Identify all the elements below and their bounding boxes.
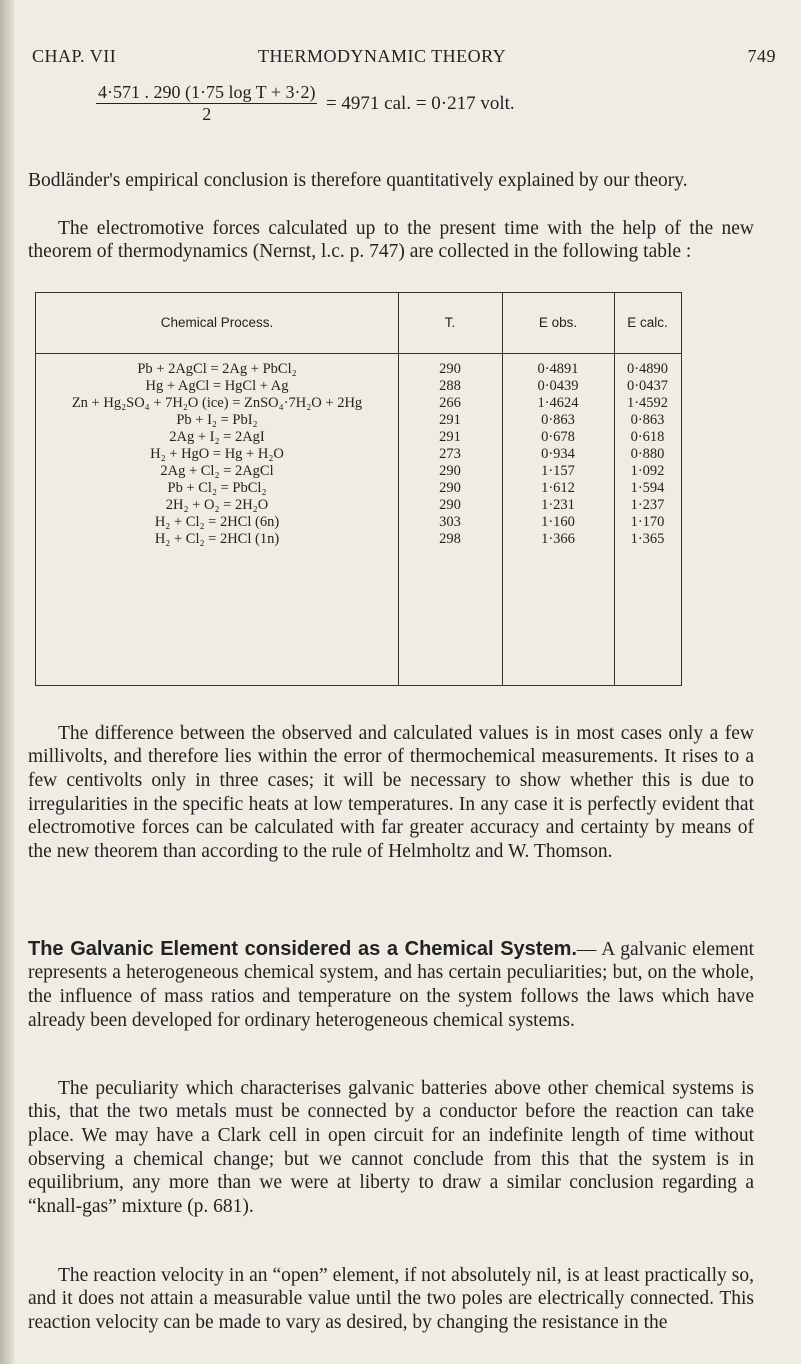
table-row [36, 446, 681, 463]
cell-temperature: 288 [439, 378, 461, 394]
cell-e-observed: 0·0439 [537, 378, 579, 394]
cell-e-calculated: 1·170 [630, 514, 665, 530]
cell-e-observed: 0·863 [541, 412, 575, 428]
cell-e-observed: 1·366 [541, 531, 575, 547]
paragraph-bodlander: Bodländer's empirical conclusion is therefore quantitatively explained by our theory. [28, 169, 688, 191]
cell-e-calculated: 1·365 [630, 531, 665, 547]
cell-e-calculated: 0·880 [630, 446, 665, 462]
table-row [36, 497, 681, 514]
cell-e-calculated: 0·618 [630, 429, 665, 445]
cell-process: 2Ag + Cl₂ = 2AgCl [160, 463, 274, 479]
running-title: THERMODYNAMIC THEORY [258, 46, 507, 66]
equation-result: = 4971 cal. = 0·217 volt. [325, 92, 515, 114]
cell-process: 2H₂ + O₂ = 2H₂O [165, 497, 269, 513]
cell-process: H₂ + HgO = Hg + H₂O [150, 446, 284, 462]
cell-e-calculated: 0·4890 [626, 361, 669, 377]
cell-e-observed: 0·678 [541, 429, 575, 445]
cell-process: Pb + 2AgCl = 2Ag + PbCl₂ [137, 361, 297, 377]
cell-e-observed: 1·157 [541, 463, 575, 479]
paragraph-table-intro: The electromotive forces calculated up to the present time with the help of the new theorem of thermodynamics (Nernst, l.c. p. 747) are collected in the following table : [28, 217, 754, 263]
cell-process: Pb + Cl₂ = PbCl₂ [167, 480, 267, 496]
table-row [36, 412, 681, 429]
cell-e-calculated: 1·4592 [626, 395, 669, 411]
cell-e-observed: 0·934 [541, 446, 575, 462]
cell-process: H₂ + Cl₂ = 2HCl (1n) [154, 531, 280, 547]
section-body: — A galvanic element represents a heterogeneous chemical system, and has certain peculiarities; but, on the whole, the influence of mass ratios and temperature on the system follows the laws which have already been developed for ordinary heterogeneous chemical systems. [28, 938, 754, 1031]
cell-temperature: 290 [439, 361, 461, 377]
header-chemical-process: Chemical Process. [160, 315, 274, 330]
cell-process: Zn + Hg₂SO₄ + 7H₂O (ice) = ZnSO₄·7H₂O + 2Hg [71, 395, 363, 411]
cell-e-observed: 1·160 [541, 514, 575, 530]
cell-process: Hg + AgCl = HgCl + Ag [145, 378, 289, 394]
table-row [36, 531, 681, 548]
cell-e-observed: 1·231 [541, 497, 575, 513]
table-body [36, 361, 681, 548]
paragraph-difference: The difference between the observed and calculated values is in most cases only a few millivolts, and therefore lies within the error of thermochemical measurements. It rises to a few centivolts only in three cases; it will be necessary to show whether this is due to irregularities in the specific heats at low temperatures. In any case it is perfectly evident that electromotive forces can be calculated with far greater accuracy and certainty by means of the new theorem than according to the rule of Helmholtz and W. Thomson. [28, 722, 754, 863]
table-row [36, 514, 681, 531]
emf-table [35, 292, 682, 686]
table-row [36, 361, 681, 378]
cell-temperature: 303 [439, 514, 461, 530]
fraction-denominator: 2 [202, 104, 212, 124]
cell-temperature: 290 [439, 480, 461, 496]
cell-e-calculated: 1·237 [630, 497, 665, 513]
cell-temperature: 273 [439, 446, 461, 462]
cell-process: H₂ + Cl₂ = 2HCl (6n) [154, 514, 280, 530]
cell-temperature: 298 [439, 531, 461, 547]
cell-e-calculated: 1·594 [630, 480, 665, 496]
header-temperature: T. [444, 315, 456, 330]
header-e-observed: E obs. [538, 315, 578, 330]
page-edge-shadow [0, 0, 14, 1364]
page-number: 749 [747, 46, 776, 66]
paragraph-galvanic-element [28, 938, 754, 1033]
paragraph-peculiarity: The peculiarity which characterises galvanic batteries above other chemical systems is this, that the two metals must be connected by a conductor before the reaction can take place. We may have a Clark cell in open circuit for an indefinite length of time without observing a chemical change; but we cannot conclude from this that the system is in equilibrium, any more than we were at liberty to draw a similar conclusion regarding a “knall-gas” mixture (p. 681). [28, 1077, 754, 1218]
cell-e-calculated: 0·0437 [626, 378, 669, 394]
fraction [96, 82, 317, 125]
cell-process: 2Ag + I₂ = 2AgI [169, 429, 265, 445]
cell-e-calculated: 0·863 [630, 412, 665, 428]
cell-e-calculated: 1·092 [630, 463, 665, 479]
section-heading: The Galvanic Element considered as a Chemical System. [28, 937, 577, 960]
equation [96, 82, 515, 125]
cell-temperature: 291 [439, 412, 461, 428]
table-row [36, 378, 681, 395]
cell-temperature: 291 [439, 429, 461, 445]
header-e-calculated: E calc. [627, 315, 668, 330]
fraction-numerator: 4·571 . 290 (1·75 log T + 3·2) [98, 82, 316, 102]
cell-temperature: 290 [439, 497, 461, 513]
chapter-label: CHAP. VII [32, 46, 117, 66]
cell-e-observed: 1·612 [541, 480, 575, 496]
cell-temperature: 290 [439, 463, 461, 479]
cell-e-observed: 1·4624 [537, 395, 579, 411]
paragraph-reaction-velocity: The reaction velocity in an “open” element, if not absolutely nil, is at least practically so, and it does not attain a measurable value until the two poles are electrically connected. This reaction velocity can be made to vary as desired, by changing the resistance in the [28, 1264, 754, 1333]
table-row [36, 395, 681, 412]
table-row [36, 463, 681, 480]
book-page [28, 0, 776, 1364]
cell-temperature: 266 [439, 395, 461, 411]
table-row [36, 429, 681, 446]
cell-process: Pb + I₂ = PbI₂ [176, 412, 258, 428]
table-row [36, 480, 681, 497]
cell-e-observed: 0·4891 [537, 361, 579, 377]
